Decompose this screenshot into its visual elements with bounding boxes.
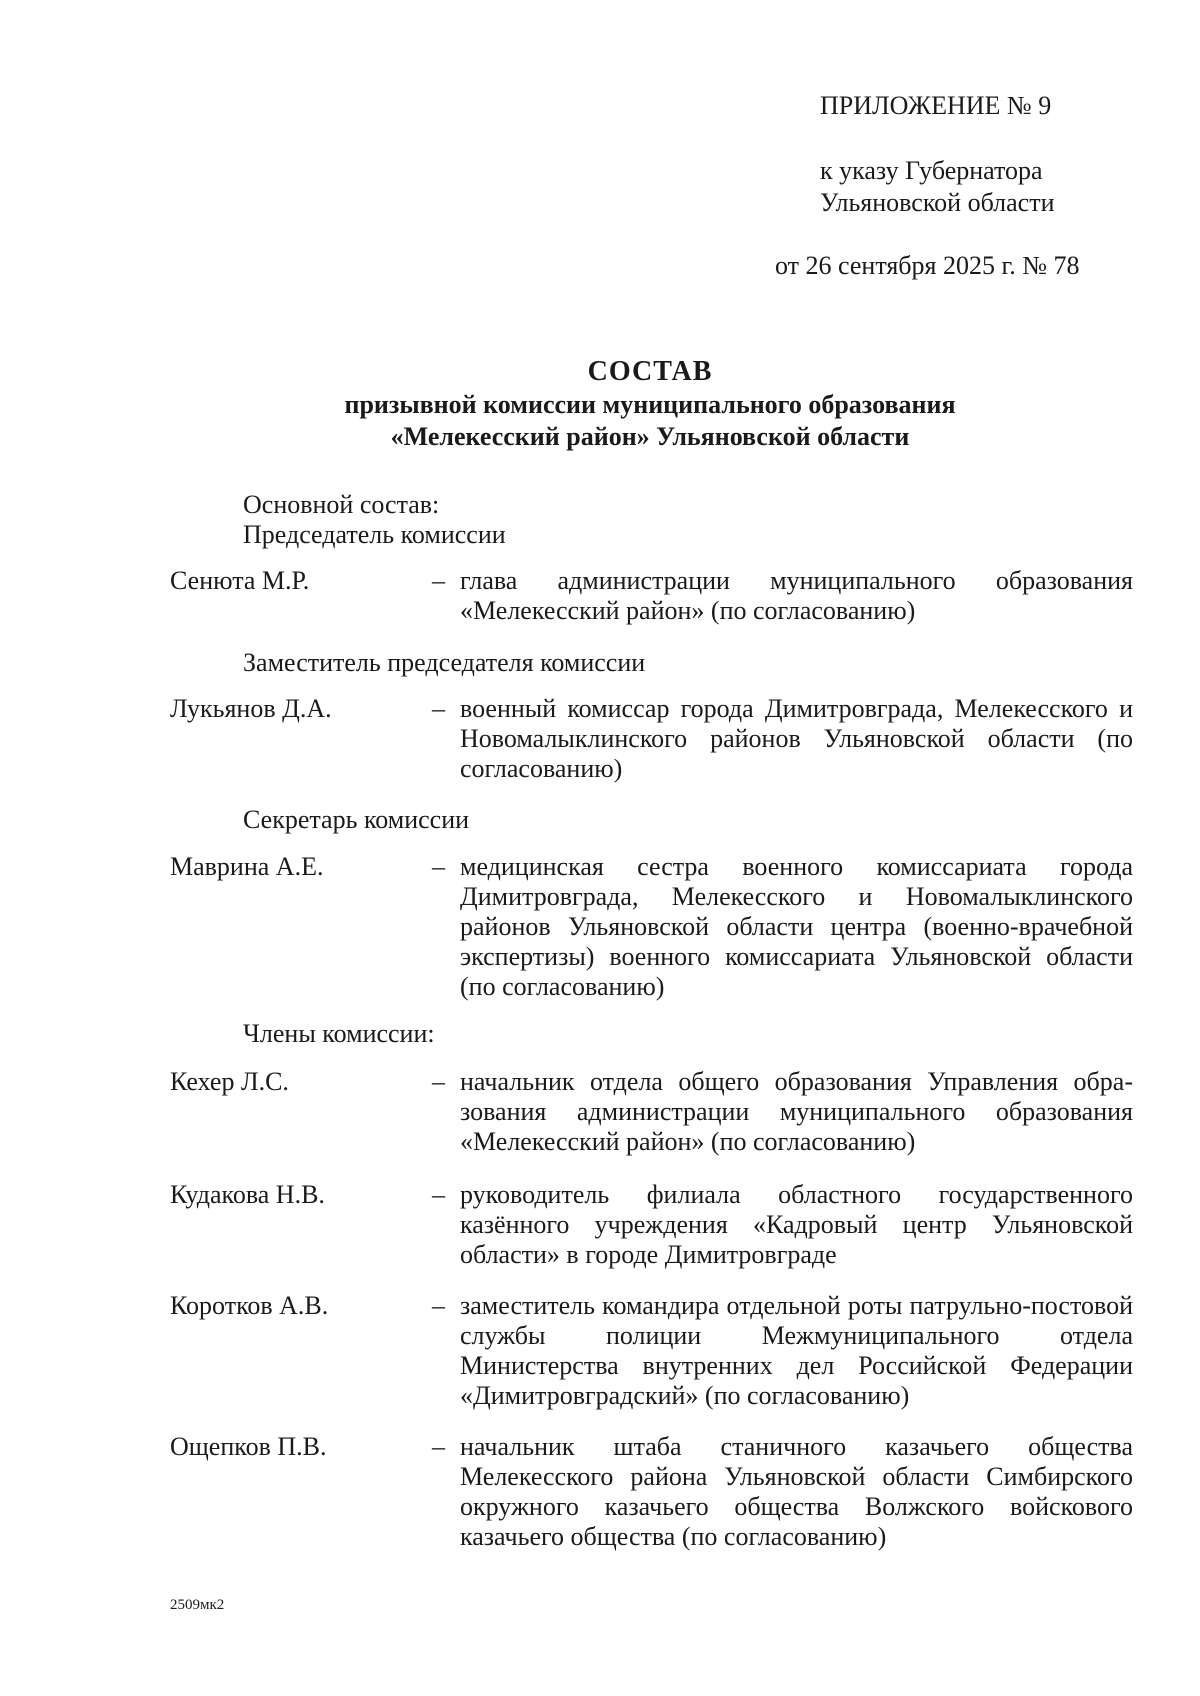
section-chairman: Председатель комиссии bbox=[243, 520, 506, 549]
member-entry-2 bbox=[170, 1180, 1133, 1270]
document-code: 2509мк2 bbox=[170, 1597, 225, 1613]
member-entry-deputy bbox=[170, 694, 1133, 784]
member-name: Кудакова Н.В. bbox=[170, 1180, 325, 1209]
member-description: руководитель филиала областного государственного казённого учреждения «Кадровый центр Ульяновской области» в городе Димитровграде bbox=[460, 1180, 1133, 1269]
member-dash: – bbox=[432, 694, 445, 723]
member-name: Лукьянов Д.А. bbox=[170, 694, 332, 723]
member-dash: – bbox=[432, 566, 445, 595]
member-name: Маврина А.Е. bbox=[170, 852, 324, 881]
appendix-number: ПРИЛОЖЕНИЕ № 9 bbox=[820, 91, 1052, 120]
member-description: начальник штаба станичного казачьего общества Мелекесского района Ульяновской области Симбирского окружного казачьего общества Волжского войскового казачьего общества (по согласованию) bbox=[460, 1432, 1133, 1551]
member-description: военный комиссар города Димитровграда, Мелекесского и Новомалыклинского районов Ульяновской области (по согласованию) bbox=[460, 694, 1133, 783]
decree-reference bbox=[820, 155, 1054, 219]
member-description: глава администрации муниципального образования «Мелекесский район» (по согласованию) bbox=[460, 566, 1133, 625]
member-description: медицинская сестра военного комиссариата города Димитровграда, Мелекесского и Новомалыклинского районов Ульяновской области центра (военно-врачебной экспертизы) военного комиссариата Ульяновской области (по согласованию) bbox=[460, 852, 1133, 1001]
section-secretary: Секретарь комиссии bbox=[243, 805, 470, 834]
section-members: Члены комиссии: bbox=[243, 1019, 435, 1048]
section-deputy: Заместитель председателя комиссии bbox=[243, 648, 646, 677]
member-description: заместитель командира отдельной роты патрульно-постовой службы полиции Межмуниципального отдела Министерства внутренних дел Российской Федерации «Димитровградский» (по согласованию) bbox=[460, 1291, 1133, 1410]
member-dash: – bbox=[432, 852, 445, 881]
member-description: начальник отдела общего образования Управления образования администрации муниципального образования «Мелекесский район» (по согласованию) bbox=[460, 1067, 1133, 1156]
title-line-1: призывной комиссии муниципального образования bbox=[344, 390, 956, 419]
member-dash: – bbox=[432, 1180, 445, 1209]
document-title bbox=[170, 355, 1130, 453]
member-name: Кехер Л.С. bbox=[170, 1067, 289, 1096]
member-name: Ощепков П.В. bbox=[170, 1432, 327, 1461]
member-name: Коротков А.В. bbox=[170, 1291, 329, 1320]
decree-reference-line-2: Ульяновской области bbox=[820, 188, 1055, 217]
member-dash: – bbox=[432, 1291, 445, 1320]
member-entry-chairman bbox=[170, 566, 1133, 626]
member-entry-secretary bbox=[170, 852, 1133, 1002]
member-name: Сенюта М.Р. bbox=[170, 566, 310, 595]
title-main: СОСТАВ bbox=[587, 356, 713, 387]
decree-date: от 26 сентября 2025 г. № 78 bbox=[775, 251, 1080, 280]
member-entry-4 bbox=[170, 1432, 1133, 1552]
member-entry-3 bbox=[170, 1291, 1133, 1411]
member-dash: – bbox=[432, 1067, 445, 1096]
section-main-composition: Основной состав: bbox=[243, 490, 440, 519]
decree-reference-line-1: к указу Губернатора bbox=[820, 156, 1043, 185]
member-dash: – bbox=[432, 1432, 445, 1461]
title-line-2: «Мелекесский район» Ульяновской области bbox=[390, 422, 910, 451]
member-entry-1 bbox=[170, 1067, 1133, 1157]
